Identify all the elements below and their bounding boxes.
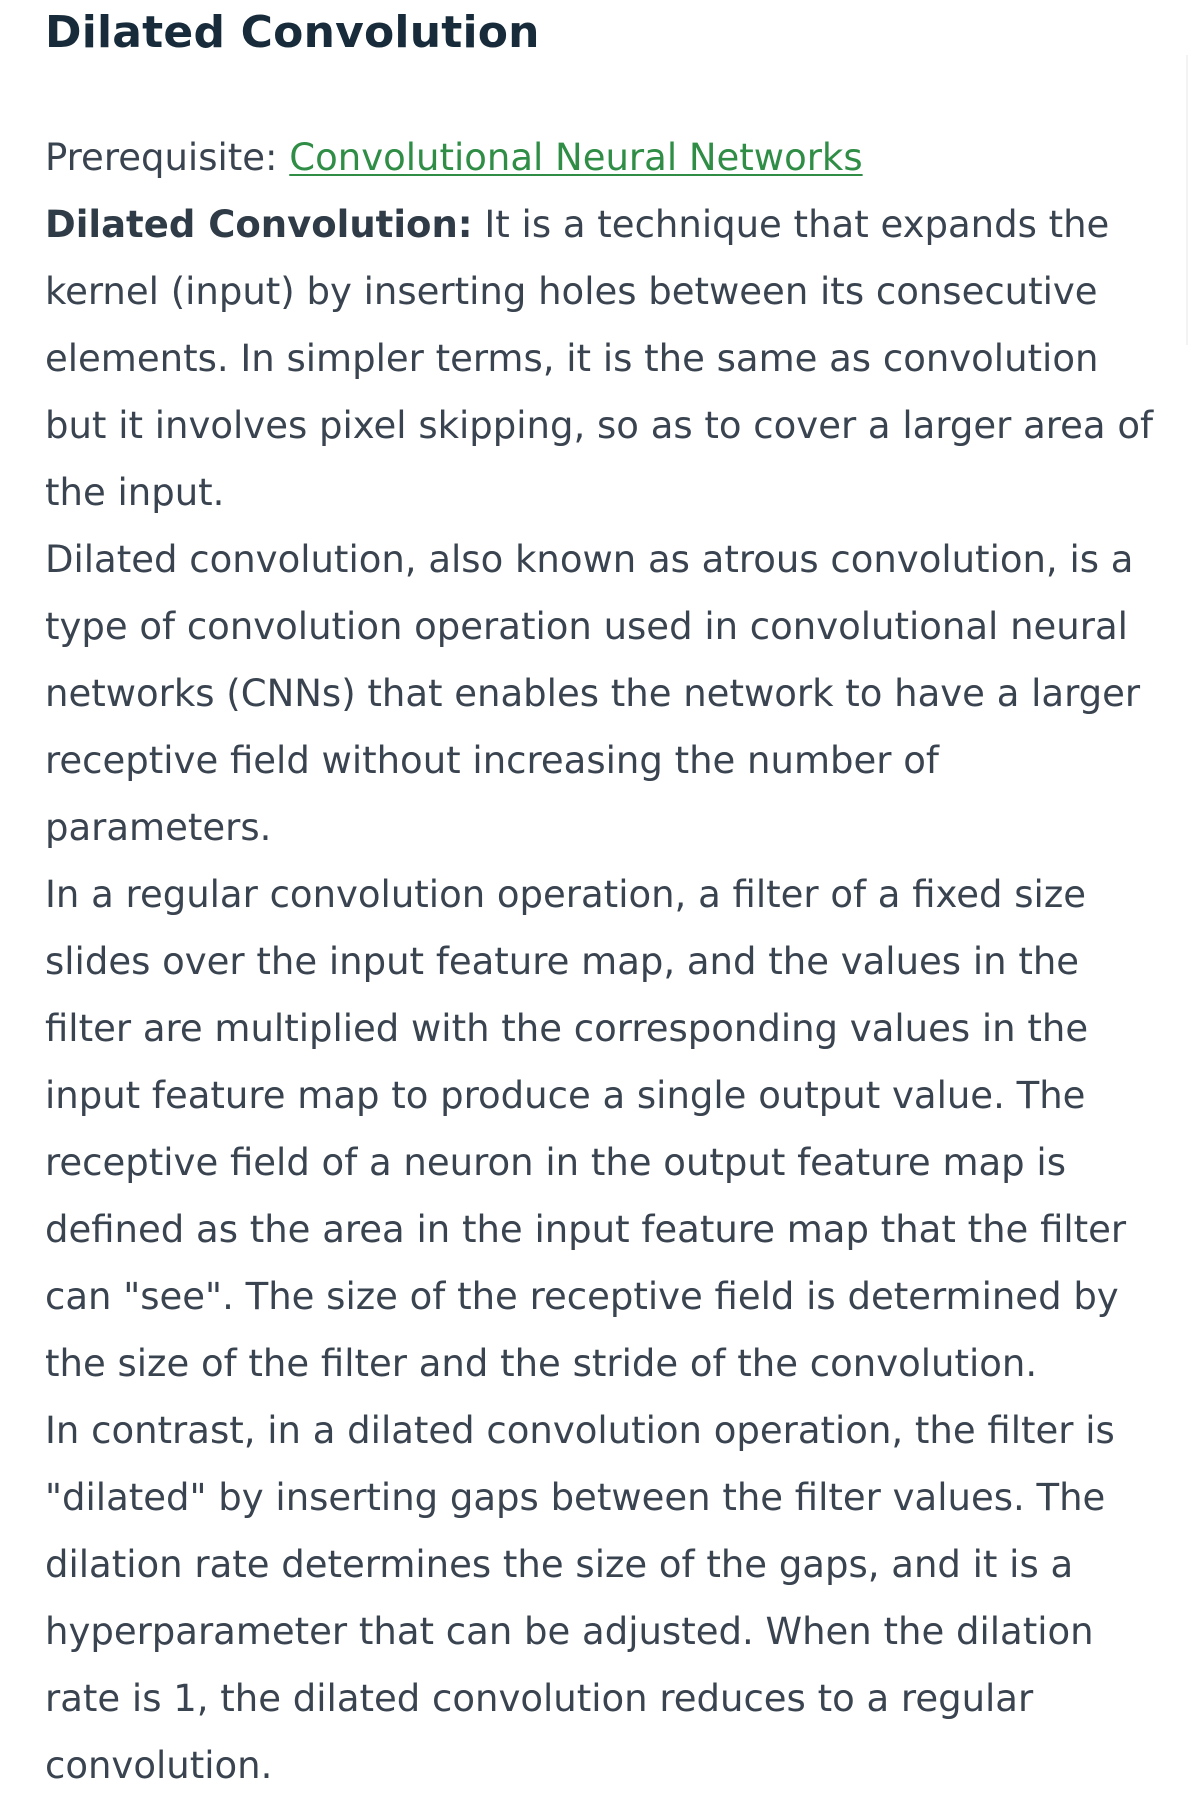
scrollbar-track[interactable] (1186, 55, 1188, 345)
prerequisite-line (45, 124, 1155, 191)
paragraph-atrous: Dilated convolution, also known as atrous convolution, is a type of convolution operation used in convolutional neural networks (CNNs) that enables the network to have a larger receptive field without increasing the number of parameters. (45, 538, 1141, 849)
article-title: Dilated Convolution (45, 7, 540, 58)
paragraph-regular-convolution: In a regular convolution operation, a filter of a fixed size slides over the input feature map, and the values in the filter are multiplied with the corresponding values in the input feature map to produce a single output value. The receptive field of a neuron in the output feature map is defined as the area in the input feature map that the filter can "see". The size of the receptive field is determined by the size of the filter and the stride of the convolution. (45, 873, 1127, 1385)
article (45, 0, 1155, 1799)
definition-paragraph (45, 191, 1155, 526)
prerequisite-link[interactable]: Convolutional Neural Networks (289, 136, 863, 179)
definition-text: It is a technique that expands the kernel (input) by inserting holes between its consecutive elements. In simpler terms, it is the same as convolution but it involves pixel skipping, so as to cover a larger area of the input. (45, 203, 1154, 514)
paragraph-dilated-contrast: In contrast, in a dilated convolution operation, the filter is "dilated" by inserting gaps between the filter values. The dilation rate determines the size of the gaps, and it is a hyperparameter that can be adjusted. When the dilation rate is 1, the dilated convolution reduces to a regular convolution. (45, 1409, 1115, 1787)
prerequisite-label: Prerequisite: (45, 136, 290, 179)
definition-term: Dilated Convolution: (45, 203, 473, 246)
